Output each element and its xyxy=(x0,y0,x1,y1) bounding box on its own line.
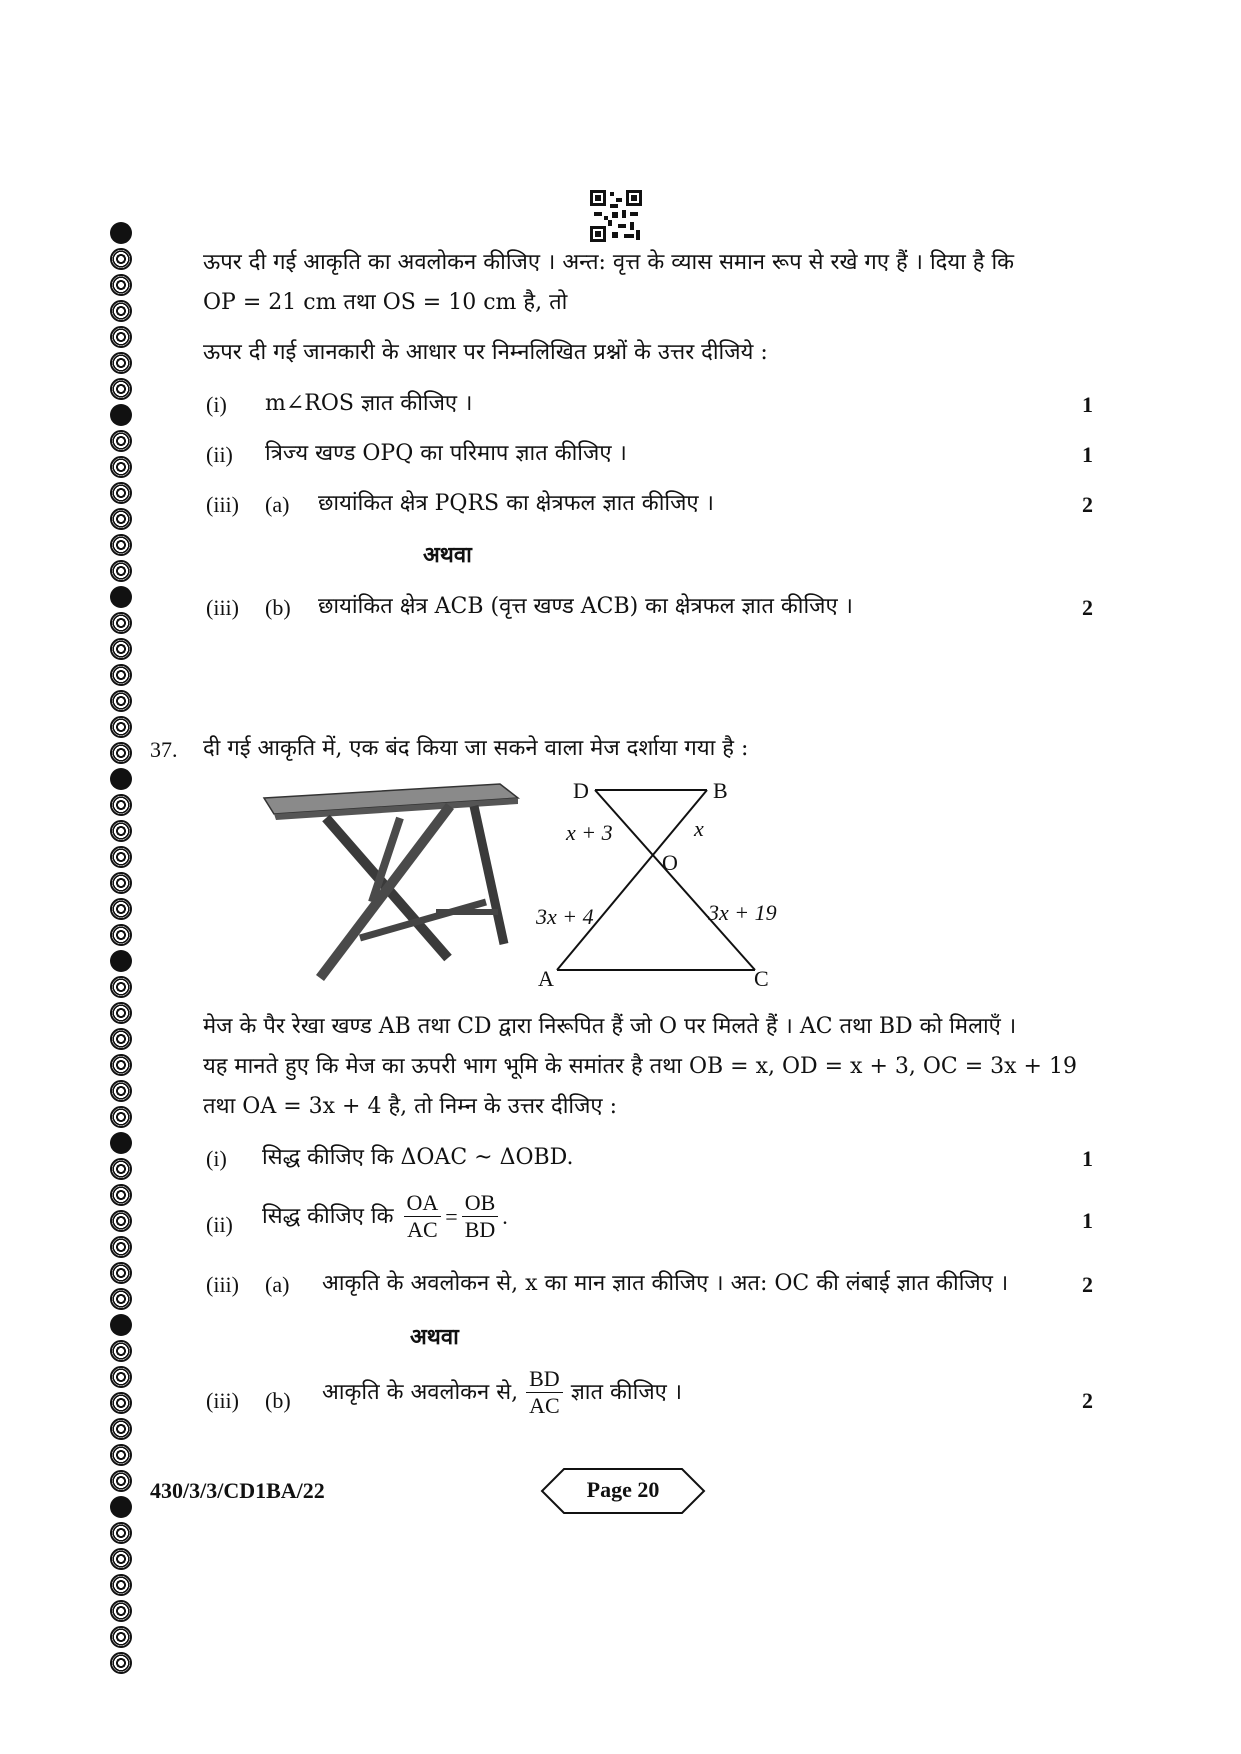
q36-part-iiib-text: छायांकित क्षेत्र ACB (वृत्त खण्ड ACB) का क्षेत्रफल ज्ञात कीजिए । xyxy=(318,594,854,619)
q36-part-iiia-text: छायांकित क्षेत्र PQRS का क्षेत्रफल ज्ञात कीजिए । xyxy=(318,491,714,516)
q36-part-label: (iii) xyxy=(206,595,239,620)
q36-context-line1: ऊपर दी गई आकृति का अवलोकन कीजिए । अन्त: वृत्त के व्यास समान रूप से रखे गए हैं । दिया है कि xyxy=(203,250,1015,275)
marks: 1 xyxy=(1082,442,1093,467)
q36-part-i-text: m∠ROS ज्ञात कीजिए । xyxy=(265,391,473,416)
marks: 1 xyxy=(1082,392,1093,417)
q36-part-ii-text: त्रिज्य खण्ड OPQ का परिमाप ज्ञात कीजिए । xyxy=(265,441,627,466)
segment-label: 3x + 19 xyxy=(708,900,777,925)
segment-label: x xyxy=(694,816,704,841)
q37-para-line2: यह मानते हुए कि मेज का ऊपरी भाग भूमि के समांतर है तथा OB = x, OD = x + 3, OC = 3x + 19 xyxy=(203,1054,1077,1079)
numerator: OB xyxy=(462,1190,499,1217)
q37-part-iiia-text: आकृति के अवलोकन से, x का मान ज्ञात कीजिए । अत: OC की लंबाई ज्ञात कीजिए । xyxy=(322,1271,1009,1296)
q37-part-label: (i) xyxy=(206,1146,227,1171)
marks: 2 xyxy=(1082,1388,1093,1413)
marks: 2 xyxy=(1082,595,1093,620)
or-separator: अथवा xyxy=(423,542,472,568)
point-label: A xyxy=(538,966,554,991)
denominator: BD xyxy=(464,1217,496,1242)
page-number: Page 20 xyxy=(586,1477,660,1502)
denominator: AC xyxy=(407,1217,438,1242)
q37-part-ii-statement xyxy=(262,1190,508,1243)
or-separator: अथवा xyxy=(410,1324,459,1350)
q36-sub-label: (b) xyxy=(265,595,291,620)
question-number: 37. xyxy=(150,737,178,762)
marks: 1 xyxy=(1082,1208,1093,1233)
point-label: O xyxy=(662,850,678,875)
margin-decoration xyxy=(110,222,140,1678)
q37-part-iiib-text2: ज्ञात कीजिए । xyxy=(570,1379,683,1405)
q37-sub-label: (b) xyxy=(265,1388,291,1413)
segment-label: x + 3 xyxy=(566,820,613,845)
marks: 2 xyxy=(1082,1272,1093,1297)
q37-part-label: (iii) xyxy=(206,1272,239,1297)
marks: 1 xyxy=(1082,1146,1093,1171)
point-label: C xyxy=(754,966,769,991)
numerator: OA xyxy=(404,1190,442,1217)
q36-part-label: (i) xyxy=(206,392,227,417)
denominator: AC xyxy=(529,1393,560,1418)
q36-instruction: ऊपर दी गई जानकारी के आधार पर निम्नलिखित प्रश्नों के उत्तर दीजिये : xyxy=(203,340,768,365)
point-label: B xyxy=(713,778,728,803)
folding-table-image xyxy=(260,782,522,982)
page-number-badge xyxy=(540,1467,706,1515)
q36-sub-label: (a) xyxy=(265,492,290,517)
paper-code: 430/3/3/CD1BA/22 xyxy=(150,1478,325,1503)
fraction-oa-ac xyxy=(404,1190,442,1243)
q37-part-label: (ii) xyxy=(206,1212,233,1237)
q36-part-label: (iii) xyxy=(206,492,239,517)
bowtie-figure xyxy=(525,770,785,990)
fraction-ob-bd xyxy=(462,1190,499,1243)
q37-para-line1: मेज के पैर रेखा खण्ड AB तथा CD द्वारा निरूपित हैं जो O पर मिलते हैं । AC तथा BD को मिलाएँ । xyxy=(203,1014,1017,1039)
q37-part-ii-text: सिद्ध कीजिए कि xyxy=(262,1203,394,1229)
q36-context-line2: OP = 21 cm तथा OS = 10 cm है, तो xyxy=(203,290,568,315)
q37-para-line3: तथा OA = 3x + 4 है, तो निम्न के उत्तर दीजिए : xyxy=(203,1094,617,1119)
q37-part-iiib-statement xyxy=(322,1366,682,1419)
q37-part-iiib-text1: आकृति के अवलोकन से, xyxy=(322,1379,519,1405)
equals-sign: = xyxy=(445,1203,458,1229)
segment-label: 3x + 4 xyxy=(536,904,594,929)
point-label: D xyxy=(573,778,589,803)
q37-sub-label: (a) xyxy=(265,1272,290,1297)
q37-intro: दी गई आकृति में, एक बंद किया जा सकने वाला मेज दर्शाया गया है : xyxy=(203,736,749,761)
qr-code xyxy=(590,190,642,242)
q37-part-label: (iii) xyxy=(206,1388,239,1413)
q36-part-label: (ii) xyxy=(206,442,233,467)
numerator: BD xyxy=(526,1366,563,1393)
q37-part-i-text: सिद्ध कीजिए कि ΔOAC ~ ΔOBD. xyxy=(262,1145,574,1170)
marks: 2 xyxy=(1082,492,1093,517)
fraction-bd-ac xyxy=(526,1366,563,1419)
period: . xyxy=(502,1203,508,1229)
